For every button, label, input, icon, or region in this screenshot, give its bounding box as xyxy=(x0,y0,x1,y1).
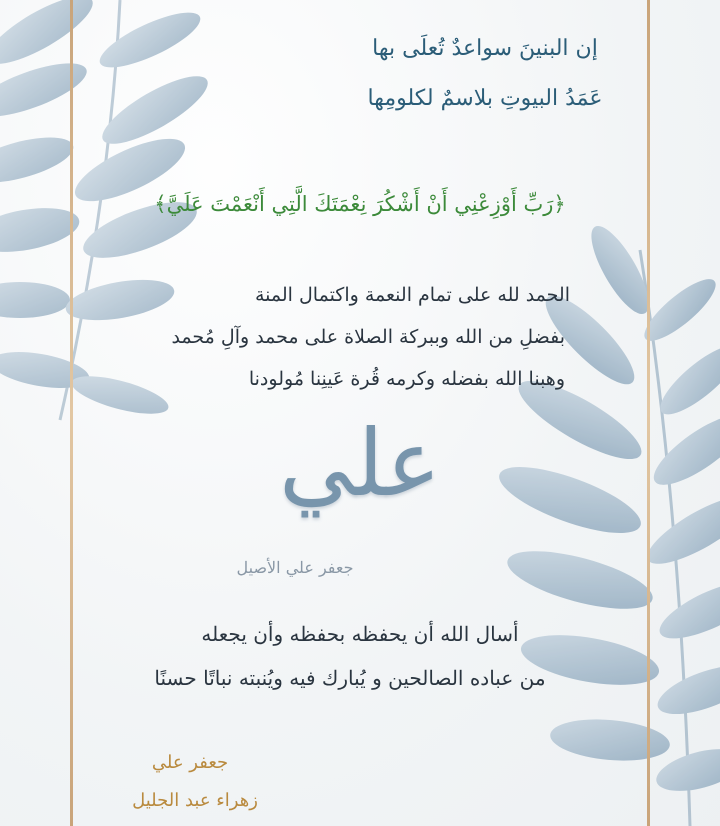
baby-name: علي xyxy=(278,410,442,517)
poem-line-2: عَمَدُ البيوتِ بلاسمٌ لكلومِها xyxy=(367,86,603,111)
signature-mother: زهراء عبد الجليل xyxy=(132,790,258,811)
announcement-line-2: بفضلِ من الله وببركة الصلاة على محمد وآلِ مُحمد xyxy=(171,326,565,348)
frame-line-left xyxy=(70,0,73,826)
quran-verse: ﴿رَبِّ أَوْزِعْنِي أَنْ أَشْكُرَ نِعْمَتَكَ الَّتِي أَنْعَمْتَ عَلَيَّ﴾ xyxy=(154,192,566,216)
prayer-line-2: من عباده الصالحين و يُبارك فيه ويُنبته نباتًا حسنًا xyxy=(154,666,546,690)
announcement-line-3: وهبنا الله بفضله وكرمه قُرة عَينِنا مُولودنا xyxy=(248,368,565,390)
frame-line-right xyxy=(647,0,650,826)
poem-line-1: إن البنينَ سواعدٌ تُعلَى بها xyxy=(372,36,598,61)
signature-father: جعفر علي xyxy=(151,752,229,773)
announcement-line-1: الحمد لله على تمام النعمة واكتمال المنة xyxy=(254,284,570,306)
baby-full-name: جعفر علي الأصيل xyxy=(236,558,354,577)
prayer-line-1: أسال الله أن يحفظه بحفظه وأن يجعله xyxy=(201,622,519,646)
right-fern-icon xyxy=(492,219,720,826)
